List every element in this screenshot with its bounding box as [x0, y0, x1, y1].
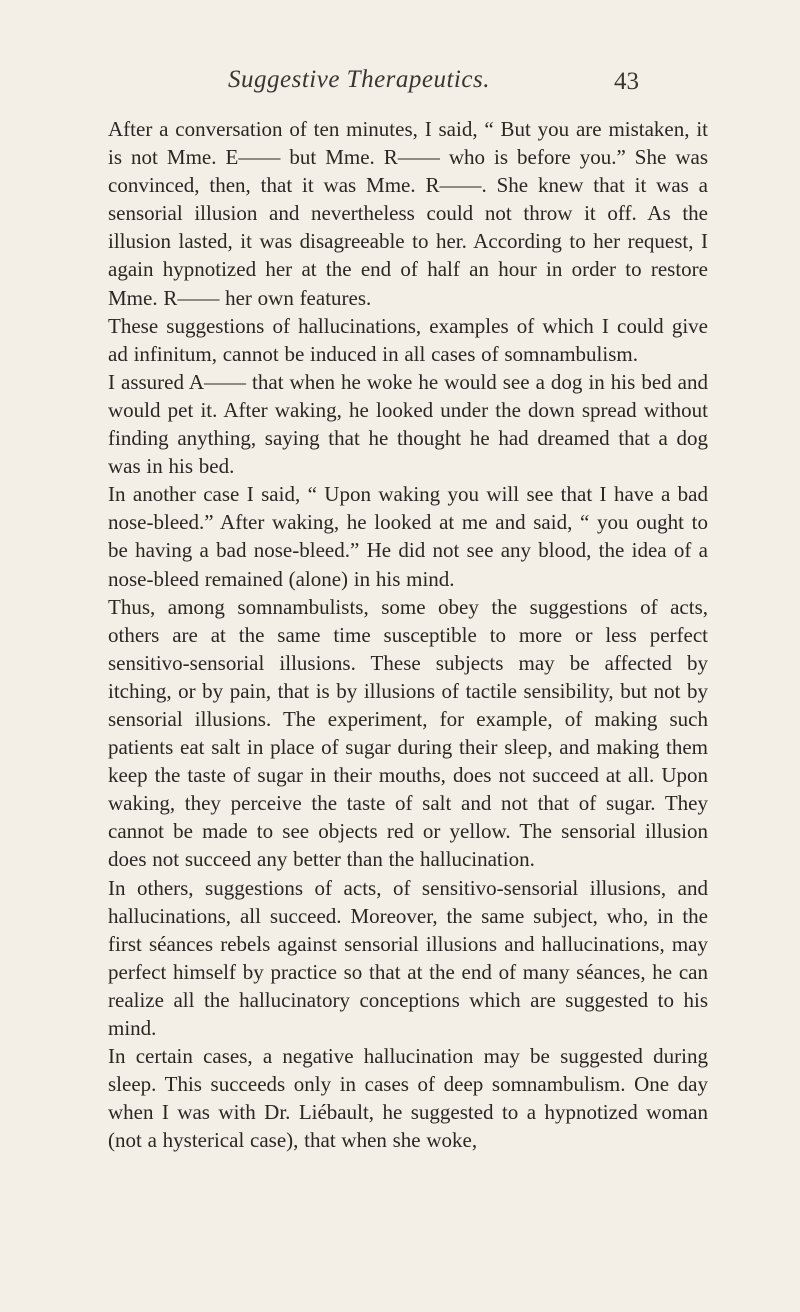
paragraph: In another case I said, “ Upon waking you will see that I have a bad nose-bleed.” After waking, he looked at me and said, “ you ought to be having a bad nose-bleed.” He did not see any blood, the idea of a nose-bleed remained (alone) in his mind. [108, 482, 708, 591]
paragraph: I assured A—— that when he woke he would see a dog in his bed and would pet it. After waking, he looked under the down spread without finding anything, saying that he thought he had dreamed that a dog was in his bed. [108, 369, 708, 479]
body-text [108, 115, 708, 1154]
paragraph: After a conversation of ten minutes, I said, “ But you are mistaken, it is not Mme. E—— but Mme. R—— who is before you.” She was convinced, then, that it was Mme. R——. She knew that it was a sensorial illusion and nevertheless could not throw it off. As the illusion lasted, it was disagreeable to her. According to her request, I again hypnotized her at the end of half an hour in order to restore Mme. R—— her own features. [108, 117, 708, 310]
paragraph: In certain cases, a negative hallucination may be suggested during sleep. This succeeds only in cases of deep somnambulism. One day when I was with Dr. Liébault, he suggested to a hypnotized woman (not a hysterical case), that when she woke, [108, 1044, 708, 1153]
paragraph: Thus, among somnambulists, some obey the suggestions of acts, others are at the same time susceptible to more or less perfect sensitivo-sensorial illusions. These subjects may be affected by itching, or by pain, that is by illusions of tactile sensibility, but not by sensorial illusions. The experiment, for example, of making such patients eat salt in place of sugar during their sleep, and making them keep the taste of sugar in their mouths, does not succeed at all. Upon waking, they perceive the taste of salt and not that of sugar. They cannot be made to see objects red or yellow. The sensorial illusion does not succeed any better than the hallucination. [108, 594, 708, 872]
paragraph: These suggestions of hallucinations, examples of which I could give ad infinitum, cannot be induced in all cases of somnambulism. [108, 313, 708, 366]
page-header [0, 66, 800, 106]
page-number: 43 [614, 68, 639, 95]
paragraph: In others, suggestions of acts, of sensitivo-sensorial illusions, and hallucinations, all succeed. Moreover, the same subject, who, in the first séances rebels against sensorial illusions and hallucinations, may perfect himself by practice so that at the end of many séances, he can realize all the hallucinatory conceptions which are suggested to his mind. [108, 875, 708, 1040]
running-title: Suggestive Therapeutics. [228, 66, 490, 93]
